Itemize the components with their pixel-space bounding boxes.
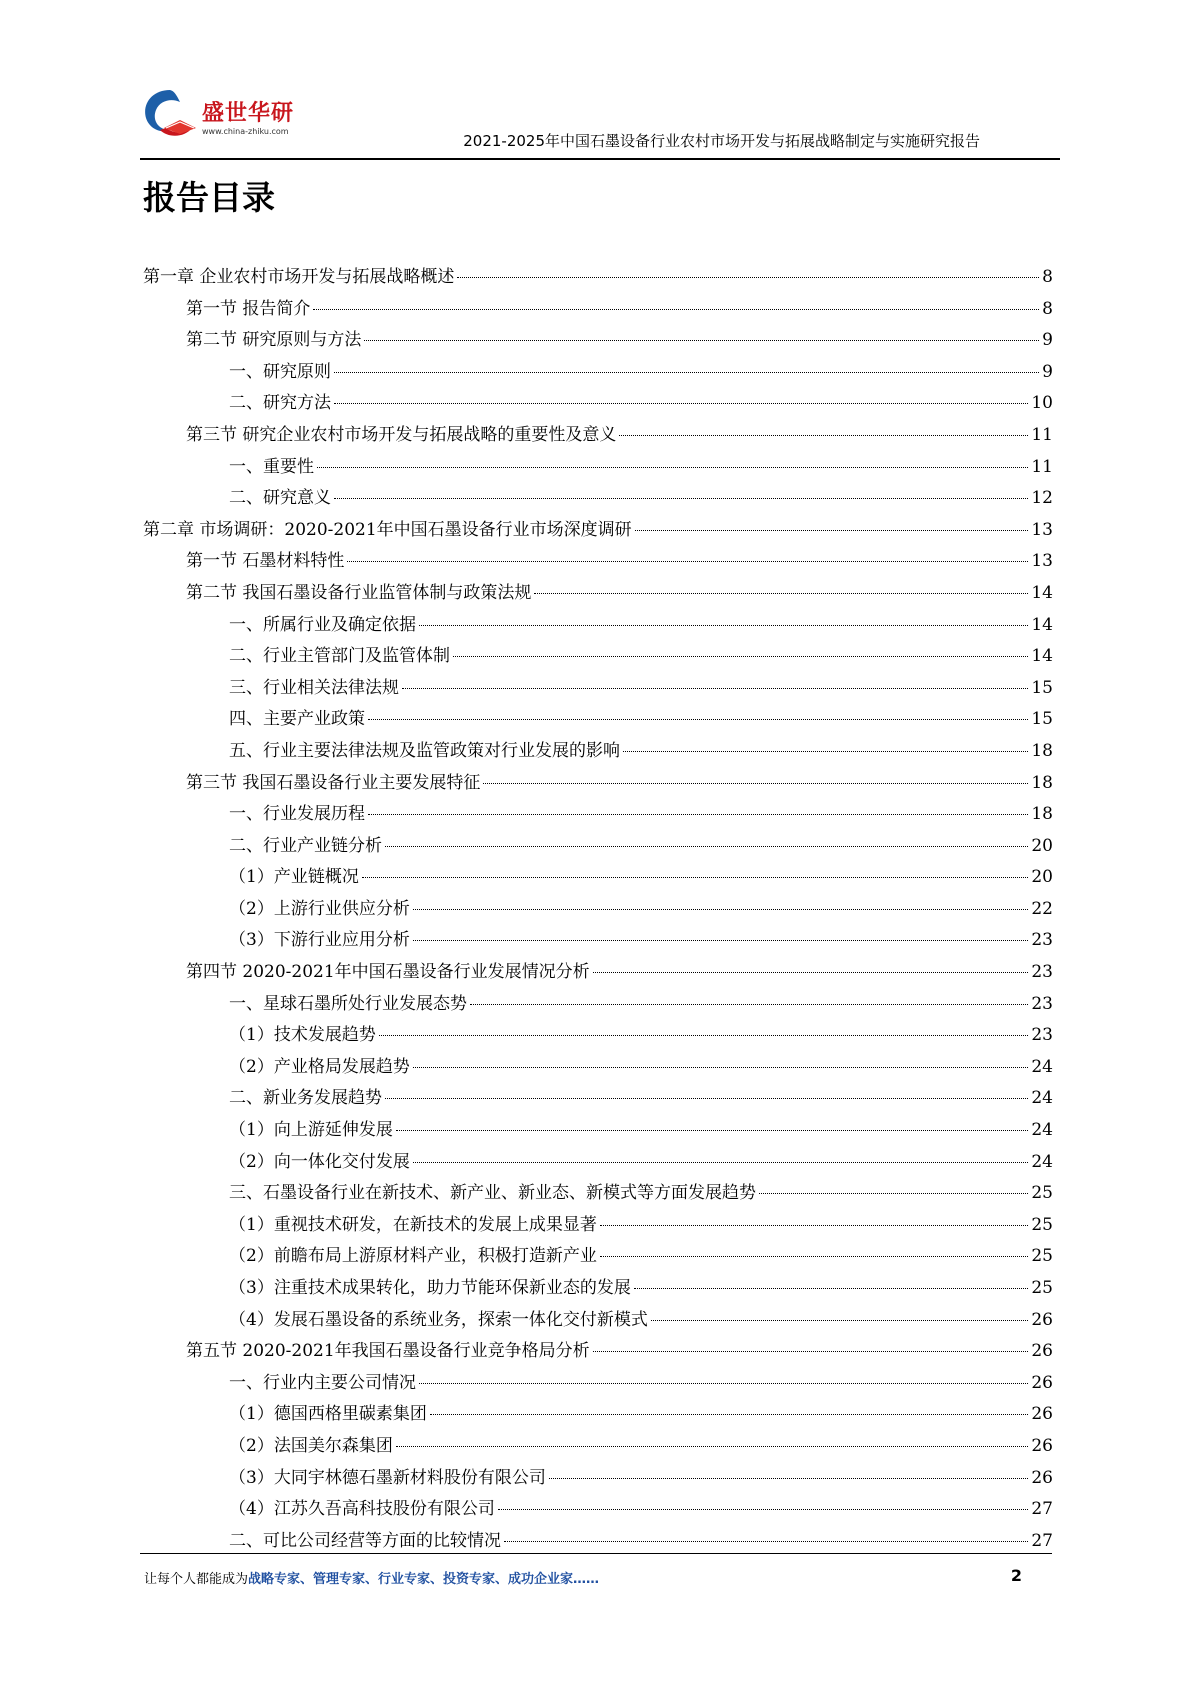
page-title: 报告目录 xyxy=(143,178,275,217)
toc-entry-label: 一、研究原则 xyxy=(229,361,331,382)
toc-entry-label: （1）向上游延伸发展 xyxy=(229,1120,393,1141)
toc-entry[interactable] xyxy=(143,1052,1053,1084)
toc-dot-leader xyxy=(619,435,1028,436)
toc-dot-leader xyxy=(759,1193,1028,1194)
toc-entry-page: 20 xyxy=(1031,867,1053,888)
toc-entry-page: 27 xyxy=(1031,1530,1053,1551)
toc-entry-label: 二、可比公司经营等方面的比较情况 xyxy=(229,1530,501,1551)
toc-entry[interactable] xyxy=(143,483,1053,515)
toc-dot-leader xyxy=(457,277,1039,278)
toc-entry-page: 14 xyxy=(1031,582,1053,603)
toc-entry-label: 二、研究意义 xyxy=(229,488,331,509)
toc-entry[interactable] xyxy=(143,546,1053,578)
toc-entry[interactable] xyxy=(143,1083,1053,1115)
toc-dot-leader xyxy=(364,340,1039,341)
toc-entry-label: 二、行业产业链分析 xyxy=(229,835,382,856)
toc-entry[interactable] xyxy=(143,862,1053,894)
toc-dot-leader xyxy=(430,1414,1029,1415)
toc-entry-page: 25 xyxy=(1031,1278,1053,1298)
toc-dot-leader xyxy=(334,498,1028,499)
toc-entry-label: 第一节 石墨材料特性 xyxy=(186,551,345,572)
toc-dot-leader xyxy=(413,940,1029,941)
toc-entry[interactable] xyxy=(143,1463,1053,1495)
toc-entry-label: （3）注重技术成果转化，助力节能环保新业态的发展 xyxy=(229,1278,631,1298)
toc-entry-label: （2）上游行业供应分析 xyxy=(229,898,410,919)
toc-dot-leader xyxy=(413,1162,1029,1163)
toc-entry-label: 一、行业内主要公司情况 xyxy=(229,1372,416,1393)
toc-entry-page: 26 xyxy=(1031,1341,1053,1362)
toc-dot-leader xyxy=(362,877,1029,878)
toc-entry-label: 二、研究方法 xyxy=(229,393,331,414)
toc-entry-label: （2）向一体化交付发展 xyxy=(229,1151,410,1172)
toc-entry-label: （2）前瞻布局上游原材料产业，积极打造新产业 xyxy=(229,1246,597,1267)
toc-entry-page: 14 xyxy=(1031,614,1053,635)
table-of-contents xyxy=(143,262,1053,1557)
toc-dot-leader xyxy=(385,1098,1028,1099)
toc-dot-leader xyxy=(385,846,1028,847)
toc-entry[interactable] xyxy=(143,1178,1053,1210)
toc-entry-label: （2）产业格局发展趋势 xyxy=(229,1056,410,1077)
toc-entry[interactable] xyxy=(143,1115,1053,1147)
toc-entry-page: 25 xyxy=(1031,1214,1053,1235)
page-footer xyxy=(140,1553,1052,1587)
toc-entry-page: 14 xyxy=(1031,646,1053,667)
page-number: 2 xyxy=(1010,1566,1022,1585)
toc-entry-page: 22 xyxy=(1031,898,1053,919)
toc-entry[interactable] xyxy=(143,957,1053,989)
toc-dot-leader xyxy=(470,1004,1028,1005)
toc-entry[interactable] xyxy=(143,515,1053,547)
toc-entry[interactable] xyxy=(143,925,1053,957)
toc-entry[interactable] xyxy=(143,420,1053,452)
toc-entry[interactable] xyxy=(143,768,1053,800)
toc-dot-leader xyxy=(347,561,1028,562)
logo-icon xyxy=(140,84,202,146)
toc-entry[interactable] xyxy=(143,357,1053,389)
brand-url: www.china-zhiku.com xyxy=(202,127,289,136)
toc-entry[interactable] xyxy=(143,736,1053,768)
toc-entry-page: 24 xyxy=(1031,1120,1053,1141)
toc-dot-leader xyxy=(334,403,1028,404)
toc-entry[interactable] xyxy=(143,1241,1053,1273)
toc-entry[interactable] xyxy=(143,799,1053,831)
toc-entry-page: 26 xyxy=(1031,1435,1053,1456)
toc-entry-page: 13 xyxy=(1031,519,1053,540)
toc-entry-label: 第三节 研究企业农村市场开发与拓展战略的重要性及意义 xyxy=(186,424,617,445)
footer-slogan-prefix: 让每个人都能成为 xyxy=(144,1572,249,1587)
toc-entry-page: 11 xyxy=(1031,456,1053,477)
page-header xyxy=(140,80,1060,160)
toc-entry[interactable] xyxy=(143,1336,1053,1368)
toc-entry-label: 第二节 研究原则与方法 xyxy=(186,330,362,351)
toc-entry-page: 18 xyxy=(1031,740,1053,761)
toc-entry-page: 24 xyxy=(1031,1088,1053,1109)
toc-entry-page: 15 xyxy=(1031,677,1053,698)
toc-dot-leader xyxy=(600,1256,1029,1257)
toc-entry-label: 三、石墨设备行业在新技术、新产业、新业态、新模式等方面发展趋势 xyxy=(229,1183,756,1204)
toc-entry-label: 第二章 市场调研：2020-2021年中国石墨设备行业市场深度调研 xyxy=(143,519,632,540)
toc-entry-label: （1）产业链概况 xyxy=(229,867,359,888)
toc-dot-leader xyxy=(379,1035,1029,1036)
toc-dot-leader xyxy=(313,309,1039,310)
toc-entry-page: 12 xyxy=(1031,488,1053,509)
toc-entry-page: 11 xyxy=(1031,424,1053,445)
toc-entry-page: 24 xyxy=(1031,1056,1053,1077)
toc-dot-leader xyxy=(504,1541,1028,1542)
toc-entry[interactable] xyxy=(143,1210,1053,1242)
toc-entry-label: 三、行业相关法律法规 xyxy=(229,677,399,698)
toc-entry-page: 15 xyxy=(1031,709,1053,730)
toc-entry-label: 第五节 2020-2021年我国石墨设备行业竞争格局分析 xyxy=(186,1341,590,1362)
toc-entry-label: 第一节 报告简介 xyxy=(186,298,311,319)
toc-dot-leader xyxy=(651,1320,1029,1321)
toc-entry[interactable] xyxy=(143,989,1053,1021)
footer-slogan xyxy=(144,1568,599,1587)
toc-entry-page: 23 xyxy=(1031,1025,1053,1046)
toc-entry-page: 25 xyxy=(1031,1183,1053,1204)
toc-entry[interactable] xyxy=(143,1494,1053,1526)
toc-entry-page: 9 xyxy=(1042,330,1053,351)
toc-entry[interactable] xyxy=(143,1147,1053,1179)
toc-dot-leader xyxy=(396,1446,1029,1447)
toc-dot-leader xyxy=(368,814,1028,815)
toc-entry-page: 25 xyxy=(1031,1246,1053,1267)
footer-slogan-highlight: 战略专家、管理专家、行业专家、投资专家、成功企业家…… xyxy=(248,1572,600,1587)
toc-dot-leader xyxy=(419,1383,1028,1384)
toc-dot-leader xyxy=(593,1351,1029,1352)
toc-entry[interactable] xyxy=(143,1273,1053,1305)
toc-entry-page: 20 xyxy=(1031,835,1053,856)
toc-dot-leader xyxy=(534,593,1028,594)
toc-dot-leader xyxy=(368,719,1028,720)
toc-entry-label: （1）重视技术研发，在新技术的发展上成果显著 xyxy=(229,1214,597,1235)
toc-entry-label: 四、主要产业政策 xyxy=(229,709,365,730)
toc-entry[interactable] xyxy=(143,452,1053,484)
toc-entry-page: 23 xyxy=(1031,993,1053,1014)
toc-entry-label: （4）发展石墨设备的系统业务，探索一体化交付新模式 xyxy=(229,1309,648,1330)
toc-entry-page: 27 xyxy=(1031,1499,1053,1520)
toc-entry-label: 二、行业主管部门及监管体制 xyxy=(229,646,450,667)
toc-entry[interactable] xyxy=(143,325,1053,357)
toc-entry-page: 18 xyxy=(1031,804,1053,825)
toc-entry-page: 18 xyxy=(1031,772,1053,793)
toc-entry[interactable] xyxy=(143,831,1053,863)
toc-entry-page: 13 xyxy=(1031,551,1053,572)
toc-entry-label: （1）德国西格里碳素集团 xyxy=(229,1404,427,1425)
toc-entry[interactable] xyxy=(143,262,1053,294)
toc-entry-page: 8 xyxy=(1042,298,1053,319)
toc-entry-page: 26 xyxy=(1031,1404,1053,1425)
toc-dot-leader xyxy=(317,467,1028,468)
toc-entry-label: 第二节 我国石墨设备行业监管体制与政策法规 xyxy=(186,582,532,603)
toc-entry-label: 二、新业务发展趋势 xyxy=(229,1088,382,1109)
toc-dot-leader xyxy=(483,783,1028,784)
brand-name: 盛世华研 xyxy=(202,101,295,126)
toc-entry-page: 8 xyxy=(1042,267,1053,287)
toc-dot-leader xyxy=(453,656,1028,657)
toc-entry-page: 24 xyxy=(1031,1151,1053,1172)
toc-entry-label: 一、星球石墨所处行业发展态势 xyxy=(229,993,467,1014)
company-logo xyxy=(140,84,310,148)
toc-entry-page: 26 xyxy=(1031,1467,1053,1488)
toc-entry[interactable] xyxy=(143,610,1053,642)
toc-entry-label: 一、重要性 xyxy=(229,456,314,477)
toc-entry[interactable] xyxy=(143,1431,1053,1463)
toc-entry-label: 五、行业主要法律法规及监管政策对行业发展的影响 xyxy=(229,740,620,761)
toc-entry[interactable] xyxy=(143,673,1053,705)
toc-entry-page: 23 xyxy=(1031,930,1053,951)
toc-dot-leader xyxy=(634,1288,1029,1289)
toc-entry[interactable] xyxy=(143,1368,1053,1400)
toc-entry-page: 23 xyxy=(1031,962,1053,983)
toc-dot-leader xyxy=(419,625,1028,626)
toc-entry[interactable] xyxy=(143,641,1053,673)
toc-entry[interactable] xyxy=(143,578,1053,610)
toc-dot-leader xyxy=(593,972,1029,973)
toc-entry[interactable] xyxy=(143,1305,1053,1337)
toc-dot-leader xyxy=(413,909,1029,910)
toc-entry-label: 一、行业发展历程 xyxy=(229,804,365,825)
toc-entry-label: 第四节 2020-2021年中国石墨设备行业发展情况分析 xyxy=(186,962,590,983)
toc-entry-page: 26 xyxy=(1031,1309,1053,1330)
toc-dot-leader xyxy=(498,1509,1029,1510)
toc-dot-leader xyxy=(549,1478,1029,1479)
toc-entry-label: （3）下游行业应用分析 xyxy=(229,930,410,951)
toc-entry[interactable] xyxy=(143,294,1053,326)
toc-dot-leader xyxy=(413,1067,1029,1068)
toc-entry-label: （3）大同宇林德石墨新材料股份有限公司 xyxy=(229,1467,546,1488)
toc-entry-page: 26 xyxy=(1031,1372,1053,1393)
toc-dot-leader xyxy=(402,688,1028,689)
toc-entry-label: 第一章 企业农村市场开发与拓展战略概述 xyxy=(143,267,455,287)
toc-entry-label: （4）江苏久吾高科技股份有限公司 xyxy=(229,1499,495,1520)
toc-entry-label: 一、所属行业及确定依据 xyxy=(229,614,416,635)
report-title: 2021-2025年中国石墨设备行业农村市场开发与拓展战略制定与实施研究报告 xyxy=(463,132,980,150)
toc-dot-leader xyxy=(600,1225,1029,1226)
toc-entry[interactable] xyxy=(143,894,1053,926)
toc-entry[interactable] xyxy=(143,704,1053,736)
toc-entry[interactable] xyxy=(143,1399,1053,1431)
toc-entry-label: 第三节 我国石墨设备行业主要发展特征 xyxy=(186,772,481,793)
toc-entry[interactable] xyxy=(143,1020,1053,1052)
toc-entry-label: （2）法国美尔森集团 xyxy=(229,1435,393,1456)
toc-entry-page: 10 xyxy=(1031,393,1053,414)
toc-dot-leader xyxy=(396,1130,1029,1131)
toc-entry-label: （1）技术发展趋势 xyxy=(229,1025,376,1046)
toc-dot-leader xyxy=(334,372,1039,373)
toc-dot-leader xyxy=(623,751,1028,752)
toc-entry-page: 9 xyxy=(1042,361,1053,382)
toc-entry[interactable] xyxy=(143,388,1053,420)
toc-dot-leader xyxy=(635,530,1029,531)
